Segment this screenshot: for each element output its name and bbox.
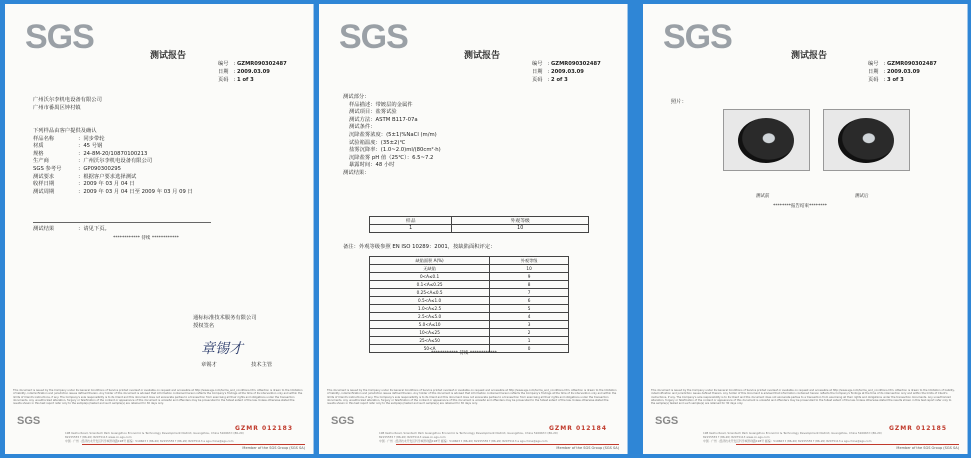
report-title: 测试报告 bbox=[791, 51, 828, 61]
sgs-logo: SGS bbox=[663, 18, 732, 56]
table-row: 0.5<A≤1.0 6 bbox=[370, 297, 569, 305]
serial-number: GZMR 012185 bbox=[888, 425, 947, 432]
page-number: 3 of 3 bbox=[887, 77, 904, 83]
caption-before: 测试前 bbox=[756, 194, 770, 199]
photo-label: 照片： bbox=[671, 99, 687, 105]
photo-before bbox=[723, 109, 810, 171]
table-row: 无缺陷 10 bbox=[370, 265, 569, 273]
table-row: 2.5<A≤5.0 4 bbox=[370, 313, 569, 321]
table-row: 50<A 0 bbox=[370, 345, 569, 353]
caption-after: 测试后 bbox=[855, 194, 869, 199]
address: 198 Kezhu Road, Scientech Park Guangzhou Economic & Technology Development District, Guangzhou, China 510663 t (86-20) 82155555 f (86-20) 82075113 www.cn.sgs.com 中国 · 广州 · 经济技术开发区科学城科珠路198号 邮编：510663 t (86-20) 82155555 f (86-20) 82075113 e sgs.china@sgs.com bbox=[379, 431, 558, 443]
address: 198 Kezhu Road, Scientech Park Guangzhou Economic & Technology Development District, Guangzhou, China 510663 t (86-20) 82155555 f (86-20) 82075113 www.cn.sgs.com 中国 · 广州 · 经济技术开发区科学城科珠路198号 邮编：510663 t (86-20) 82155555 f (86-20) 82075113 e sgs.china@sgs.com bbox=[65, 431, 244, 443]
serial-number: GZMR 012184 bbox=[548, 425, 607, 432]
sample-heading: 下列样品由客户提供及确认 bbox=[33, 128, 97, 134]
signature: 章锡才 bbox=[201, 341, 243, 357]
result-table: 样品 外观等级 1 10 bbox=[369, 216, 589, 233]
report-meta: 编号 : GZMR090302487 日期 : 2009.03.09 页码 : 2 of 3 bbox=[532, 61, 601, 83]
report-page-2 bbox=[319, 4, 628, 454]
company-block: 通标标准技术服务有限公司 授权签名 bbox=[193, 315, 257, 329]
table-row: 10<A≤25 2 bbox=[370, 329, 569, 337]
test-section: 测试部分： 样品描述：带镀层的金属件 测试项目：盐雾试验 测试方法：ASTM B117-07a 测试条件： 沉降盐雾浓度：(5±1)%NaCl (m/m) 试验箱温度：(35±2)℃ 盐雾沉降率：(1.0~2.0)ml/(80cm²·h) 沉降盐雾 pH 值（25℃）：6.5~7.2 暴露时间：48 小时 测试结果： bbox=[343, 94, 441, 176]
table-note: 备注：外观等级参照 EN ISO 10289：2001，按缺陷面积评定： bbox=[343, 244, 496, 250]
report-title: 测试报告 bbox=[150, 51, 187, 61]
table-row: 0.1<A≤0.25 8 bbox=[370, 281, 569, 289]
report-date: 2009.03.09 bbox=[551, 69, 584, 75]
address: 198 Kezhu Road, Scientech Park Guangzhou Economic & Technology Development District, Guangzhou, China 510663 t (86-20) 82155555 f (86-20) 82075113 www.cn.sgs.com 中国 · 广州 · 经济技术开发区科学城科珠路198号 邮编：510663 t (86-20) 82155555 f (86-20) 82075113 e sgs.china@sgs.com bbox=[703, 431, 882, 443]
page-number: 2 of 3 bbox=[551, 77, 568, 83]
table-row: 0<A≤0.1 9 bbox=[370, 273, 569, 281]
end-mark: ********报告结束******** bbox=[773, 204, 827, 209]
client-block: 广州沃尔李机电设备有限公司 广州市番禺区钟村镇 bbox=[33, 97, 102, 111]
signer-title: 技术主管 bbox=[251, 362, 273, 368]
member-line: Member of the SGS Group (SGS SA) bbox=[242, 446, 305, 450]
table-row: 25<A≤50 1 bbox=[370, 337, 569, 345]
end-mark: ************ 待续 ************ bbox=[431, 351, 497, 356]
report-meta: 编号 : GZMR090302487 日期 : 2009.03.09 页码 : 3 of 3 bbox=[868, 61, 937, 83]
sample-fields: 下列样品由客户提供及确认 样品名称 ： 同步带轮 材质 ： 45 号钢 规格 ： 24-8M-20/10870100213 生产商 ： 广州沃尔李机电设备有限公司 SGS 参考号 ： GP090300295 测试要求 ： 根据客户要求选择测试 收样日期 ： 2009 年 03 月 04 日 测试周期 ： 2009 年 03 月 04 日至 2009 年 03 月 09 日 bbox=[33, 128, 193, 195]
sgs-footer-logo: SGS bbox=[17, 415, 41, 427]
report-number: GZMR090302487 bbox=[551, 61, 601, 67]
page-number: 1 of 3 bbox=[237, 77, 254, 83]
report-number: GZMR090302487 bbox=[887, 61, 937, 67]
disclaimer: This document is issued by the Company under its General Conditions of Service printed overleaf or available on request and accessible at http://www.sgs.com/terms_and_conditions.htm. Attention is drawn to the limitation of liability, indemnification and jurisdiction issues defined therein. Any holder of this document is advised that information contained hereon reflects the Company's findings at the time of its intervention only and within the limits of Client's instructions, if any. The Company's sole responsibility is to its Client and this document does not exonerate parties to a transaction from exercising all their rights and obligations under the transaction documents. Any unauthorized alteration, forgery or falsification of the content or appearance of this document is unlawful and offenders may be prosecuted to the fullest extent of the law. Unless otherwise stated the results shown in this test report refer only to the sample(s) tested and such sample(s) are retained for 30 days only. bbox=[651, 389, 955, 406]
end-mark: ************ 待续 ************ bbox=[113, 236, 179, 241]
report-title: 测试报告 bbox=[464, 51, 501, 61]
report-page-3 bbox=[643, 4, 968, 454]
sgs-logo: SGS bbox=[339, 18, 408, 56]
member-line: Member of the SGS Group (SGS SA) bbox=[556, 446, 619, 450]
report-number: GZMR090302487 bbox=[237, 61, 287, 67]
report-meta: 编号 : GZMR090302487 日期 : 2009.03.09 页码 : 1 of 3 bbox=[218, 61, 287, 83]
photo-after bbox=[823, 109, 910, 171]
result-row: 测试结果 ： 请见下页。 bbox=[33, 226, 110, 232]
table-row: 1.0<A≤2.5 5 bbox=[370, 305, 569, 313]
member-line: Member of the SGS Group (SGS SA) bbox=[896, 446, 959, 450]
table-row: 5.0<A≤10 3 bbox=[370, 321, 569, 329]
table-row: 1 10 bbox=[370, 225, 589, 233]
report-date: 2009.03.09 bbox=[237, 69, 270, 75]
sgs-footer-logo: SGS bbox=[331, 415, 355, 427]
rating-table: 缺陷面积 A(%) 外观等级 无缺陷 10 0<A≤0.1 9 0.1<A≤0.25 8 0.25<A≤0.5 7 0.5<A≤1.0 6 1.0<A≤2.5 5 2.5<A≤5.0 4 5.0<A≤10 3 10<A≤25 2 25<A≤50 1 50<A 0 bbox=[369, 256, 569, 353]
signer-name: 章锡才 bbox=[201, 362, 217, 368]
sgs-logo: SGS bbox=[25, 18, 94, 56]
sgs-footer-logo: SGS bbox=[655, 415, 679, 427]
report-date: 2009.03.09 bbox=[887, 69, 920, 75]
section-label: 测试部分： bbox=[343, 94, 370, 100]
report-page-1 bbox=[5, 4, 314, 454]
serial-number: GZMR 012183 bbox=[234, 425, 293, 432]
table-row: 0.25<A≤0.5 7 bbox=[370, 289, 569, 297]
disclaimer: This document is issued by the Company under its General Conditions of Service printed overleaf or available on request and accessible at http://www.sgs.com/terms_and_conditions.htm. Attention is drawn to the limitation of liability, indemnification and jurisdiction issues defined therein. Any holder of this document is advised that information contained hereon reflects the Company's findings at the time of its intervention only and within the limits of Client's instructions, if any. The Company's sole responsibility is to its Client and this document does not exonerate parties to a transaction from exercising all their rights and obligations under the transaction documents. Any unauthorized alteration, forgery or falsification of the content or appearance of this document is unlawful and offenders may be prosecuted to the fullest extent of the law. Unless otherwise stated the results shown in this test report refer only to the sample(s) tested and such sample(s) are retained for 30 days only. bbox=[13, 389, 303, 406]
disclaimer: This document is issued by the Company under its General Conditions of Service printed overleaf or available on request and accessible at http://www.sgs.com/terms_and_conditions.htm. Attention is drawn to the limitation of liability, indemnification and jurisdiction issues defined therein. Any holder of this document is advised that information contained hereon reflects the Company's findings at the time of its intervention only and within the limits of Client's instructions, if any. The Company's sole responsibility is to its Client and this document does not exonerate parties to a transaction from exercising all their rights and obligations under the transaction documents. Any unauthorized alteration, forgery or falsification of the content or appearance of this document is unlawful and offenders may be prosecuted to the fullest extent of the law. Unless otherwise stated the results shown in this test report refer only to the sample(s) tested and such sample(s) are retained for 30 days only. bbox=[327, 389, 617, 406]
